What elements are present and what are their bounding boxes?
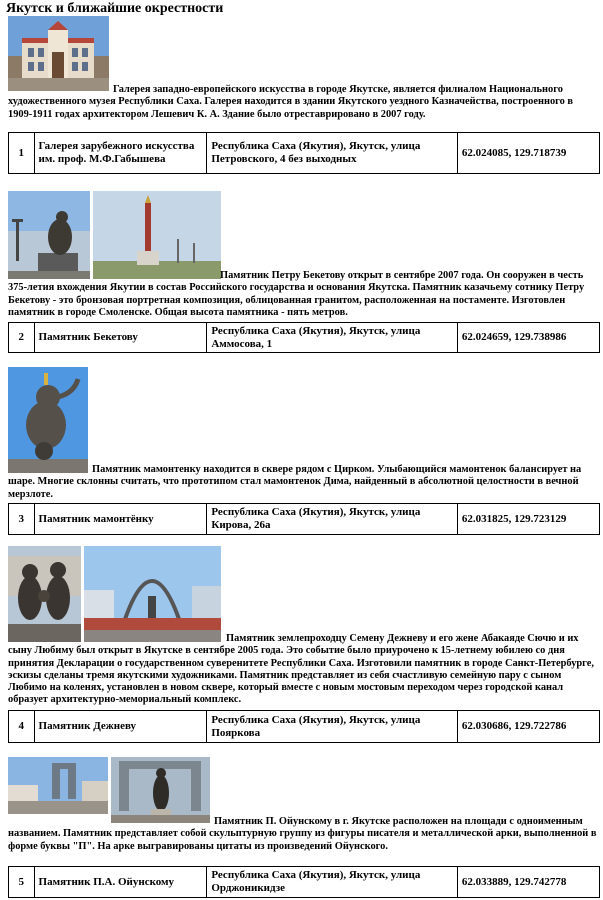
entry-1-name: Галерея зарубежного искусства им. проф. М.Ф.Габышева — [34, 133, 207, 174]
entry-5-description: Памятник П. Ойунскому в г. Якутске расположен на площади с одноименным названием. Памятник представляет собой скульптурную группу из фигуры писателя и металлической арки, выполненной в форме буквы "П". На арке выгравированы цитаты из произведений Ойунского. — [8, 816, 597, 852]
entry-4-name: Памятник Дежневу — [34, 711, 207, 743]
entry-4-address: Республика Саха (Якутия), Якутск, улица Пояркова — [207, 711, 458, 743]
entry-4-row — [8, 710, 600, 743]
entry-4-coords: 62.030686, 129.722786 — [457, 711, 599, 743]
entry-2-row — [8, 322, 600, 353]
entry-5-address: Республика Саха (Якутия), Якутск, улица Орджоникидзе — [207, 867, 458, 898]
entry-3-row — [8, 503, 600, 535]
oyunsky-square-photo — [8, 757, 108, 814]
beketov-statue-photo — [8, 191, 90, 279]
entry-1-coords: 62.024085, 129.718739 — [457, 133, 599, 174]
entry-4-description: Памятник землепроходцу Семену Дежневу и его жене Абакаяде Сючю и их сыну Любиму был открыт в Якутске в сентябре 2005 года. Это событие было приурочено к 15-летнему юбилею со дня принятия Декларации о государственном суверенитете Республики Саха. Изготовили памятник в городе Санкт-Петербурге, эскизы сделаны тремя якутскими художниками. Памятник представляет из себя счастливую семейную пару с сыном Любимо на коленях, установлен в новом сквере, который вместе с новым мостовым переходом через городской канал образует архитектурно-мемориальный комплекс. — [8, 633, 594, 706]
entry-1-description: Галерея западно-европейского искусства в городе Якутске, является филиалом Национального художественного музея Республики Саха. Галерея находится в здании Якутского уездного Казначейства, построенного в 1909-1911 годах архитектором Лешевич К. А. Здание было отреставрировано в 2007 году. — [8, 84, 574, 120]
entry-1-number: 1 — [9, 133, 35, 174]
entry-2-name: Памятник Бекетову — [34, 323, 207, 353]
entry-1-row — [8, 132, 600, 174]
entry-5-coords: 62.033889, 129.742778 — [457, 867, 599, 898]
gallery-building-photo — [8, 16, 109, 91]
page-title: Якутск и ближайшие окрестности — [6, 1, 224, 16]
entry-3-address: Республика Саха (Якутия), Якутск, улица Кирова, 26а — [207, 504, 458, 535]
entry-5-row — [8, 866, 600, 898]
entry-1-address: Республика Саха (Якутия), Якутск, улица Петровского, 4 без выходных — [207, 133, 458, 174]
entry-3-coords: 62.031825, 129.723129 — [457, 504, 599, 535]
entry-3-description: Памятник мамонтенку находится в сквере рядом с Цирком. Улыбающийся мамонтенок балансирует на шаре. Многие склонны считать, что прототипом стал мамонтенок Дима, найденный в абсолютной целостности в вечной мерзлоте. — [8, 464, 582, 500]
entry-2-address: Республика Саха (Якутия), Якутск, улица Аммосова, 1 — [207, 323, 458, 353]
entry-3-number: 3 — [9, 504, 35, 535]
dezhnev-square-arch-photo — [84, 546, 221, 642]
mammoth-statue-photo — [8, 367, 88, 473]
beketov-monument-column-photo — [93, 191, 221, 279]
entry-3-name: Памятник мамонтёнку — [34, 504, 207, 535]
entry-2-description: Памятник Петру Бекетову открыт в сентябре 2007 года. Он сооружен в честь 375-летия вхождения Якутии в состав Российского государства и основания Якутска. Памятник казачьему сотнику Петру Бекетову - это бронзовая портретная композиция, облицованная гранитом, расположенная на постаменте. Изготовлен памятник в городе Смоленске. Общая высота памятника - пять метров. — [8, 270, 585, 318]
dezhnev-family-statue-photo — [8, 546, 81, 642]
entry-4-number: 4 — [9, 711, 35, 743]
entry-5-number: 5 — [9, 867, 35, 898]
oyunsky-statue-photo — [111, 757, 210, 823]
entry-2-coords: 62.024659, 129.738986 — [457, 323, 599, 353]
entry-5-name: Памятник П.А. Ойунскому — [34, 867, 207, 898]
entry-2-number: 2 — [9, 323, 35, 353]
